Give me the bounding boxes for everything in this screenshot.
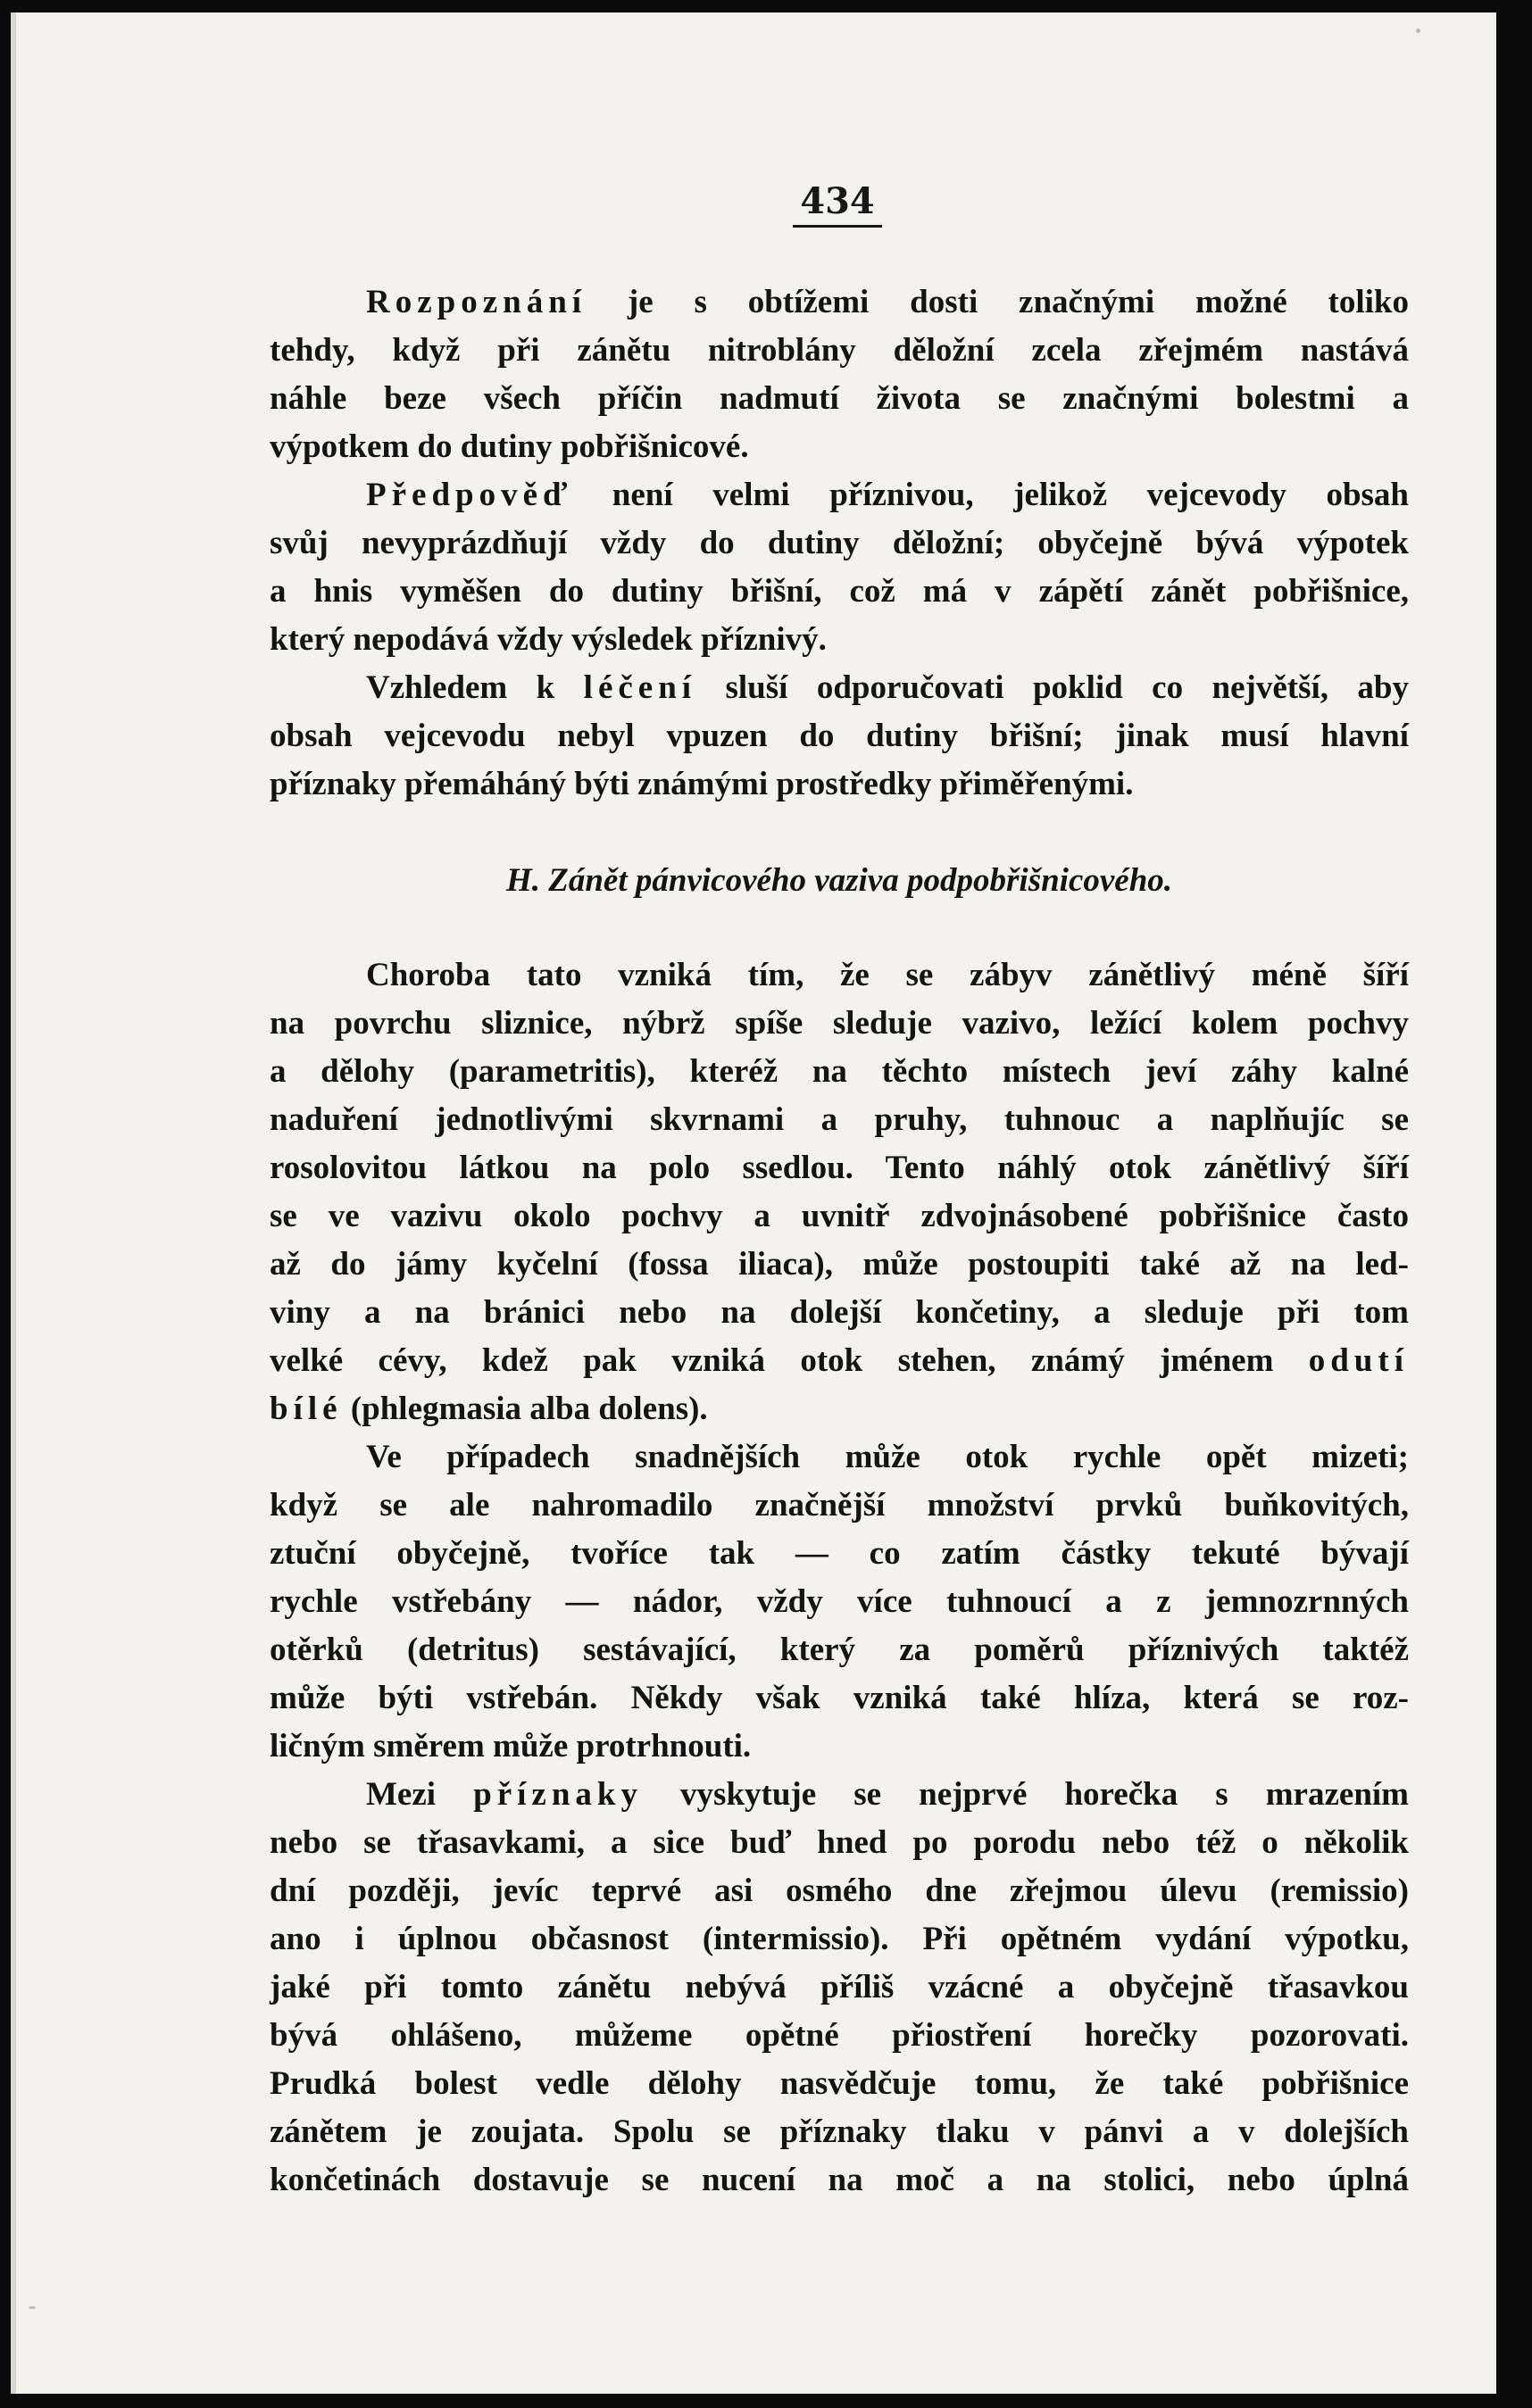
- spaced-term: odutí: [1308, 1342, 1409, 1379]
- line-text: vyskytuje se nejprvé horečka s mrazením: [642, 1776, 1410, 1813]
- paper-speck: [29, 2306, 36, 2309]
- text-line: až do jámy kyčelní (fossa iliaca), může postoupiti také až na led-: [270, 1246, 1409, 1283]
- text-line: ztuční obyčejně, tvoříce tak — co zatím částky tekuté bývají: [270, 1535, 1409, 1572]
- text-line: viny a na bránici nebo na dolejší končetiny, a sleduje při tom: [270, 1294, 1409, 1331]
- text-line: příznaky přemáháný býti známými prostředky přiměřenými.: [270, 766, 1134, 802]
- text-line: ano i úplnou občasnost (intermissio). Při opětném vydání výpotku,: [270, 1921, 1409, 1957]
- spaced-term: Rozpoznání: [366, 284, 587, 320]
- text-line: dní později, jevíc teprvé asi osmého dne zřejmou úlevu (remissio): [270, 1872, 1409, 1909]
- text-line: a dělohy (parametritis), kteréž na těchto místech jeví záhy kalné: [270, 1053, 1409, 1090]
- text-line: [270, 664, 1409, 712]
- text-line: [270, 1337, 1409, 1385]
- text-line: [270, 1385, 1409, 1433]
- line-text: sluší odporučovati poklid co největší, aby: [696, 669, 1409, 706]
- text-line: který nepodává vždy výsledek příznivý.: [270, 621, 827, 658]
- line-text: (phlegmasia alba dolens).: [342, 1391, 708, 1427]
- paragraph-diagnosis: [270, 278, 1409, 471]
- text-line: a hnis vyměšen do dutiny břišní, což má v zápětí zánět pobřišnice,: [270, 573, 1409, 610]
- paper-speck: [1416, 29, 1420, 33]
- text-line: tehdy, když při zánětu nitroblány děložní zcela zřejmém nastává: [270, 332, 1409, 369]
- text-line: rosolovitou látkou na polo ssedlou. Tento náhlý otok zánětlivý šíří: [270, 1150, 1409, 1186]
- text-line: obsah vejcevodu nebyl vpuzen do dutiny břišní; jinak musí hlavní: [270, 718, 1409, 754]
- text-line: [270, 1771, 1409, 1819]
- text-line: Ve případech snadnějších může otok rychle opět mizeti;: [366, 1439, 1409, 1475]
- text-line: na povrchu sliznice, nýbrž spíše sleduje vazivo, ležící kolem pochvy: [270, 1005, 1409, 1042]
- paragraph-disease-description: [270, 951, 1409, 1433]
- paragraph-prognosis: [270, 471, 1409, 664]
- text-line: svůj nevyprázdňují vždy do dutiny děložní; obyčejně bývá výpotek: [270, 525, 1409, 561]
- line-text: Vzhledem k: [366, 669, 584, 706]
- text-line: zánětem je zoujata. Spolu se příznaky tlaku v pánvi a v dolejších: [270, 2113, 1409, 2150]
- text-line: se ve vazivu okolo pochvy a uvnitř zdvojnásobené pobřišnice často: [270, 1198, 1409, 1234]
- text-line: [270, 471, 1409, 519]
- paragraph-course: [270, 1433, 1409, 1771]
- book-page: [11, 12, 1496, 2394]
- text-line: výpotkem do dutiny pobřišnicové.: [270, 428, 749, 465]
- text-line: rychle vstřebány — nádor, vždy více tuhnoucí a z jemnozrnných: [270, 1583, 1409, 1620]
- text-line: může býti vstřebán. Někdy však vzniká také hlíza, která se roz-: [270, 1680, 1409, 1716]
- spaced-term: Předpověď: [366, 477, 573, 513]
- line-text: není velmi příznivou, jelikož vejcevody obsah: [572, 477, 1409, 513]
- text-line: bývá ohlášeno, můžeme opětné přiostření horečky pozorovati.: [270, 2017, 1409, 2054]
- text-line: naduření jednotlivými skvrnami a pruhy, tuhnouc a naplňujíc se: [270, 1101, 1409, 1138]
- line-text: je s obtížemi dosti značnými možné toliko: [587, 284, 1409, 320]
- text-line: ličným směrem může protrhnouti.: [270, 1728, 752, 1764]
- text-line: když se ale nahromadilo značnější množství prvků buňkovitých,: [270, 1487, 1409, 1524]
- text-line: končetinách dostavuje se nucení na moč a na stolici, nebo úplná: [270, 2162, 1409, 2198]
- page-number: 434: [793, 180, 882, 228]
- text-line: náhle beze všech příčin nadmutí života se značnými bolestmi a: [270, 380, 1409, 417]
- text-line: [270, 278, 1409, 327]
- spaced-term: léčení: [583, 669, 697, 706]
- text-line: Choroba tato vzniká tím, že se zábyv zánětlivý méně šíří: [366, 957, 1409, 993]
- paragraph-symptoms: [270, 1771, 1409, 2205]
- spaced-term: příznaky: [473, 1776, 643, 1813]
- section-heading: H. Zánět pánvicového vaziva podpobřišnicového.: [505, 862, 1173, 899]
- paragraph-treatment: [270, 664, 1409, 809]
- line-text: velké cévy, kdež pak vzniká otok stehen, známý jménem: [270, 1342, 1309, 1379]
- text-line: nebo se třasavkami, a sice buď hned po porodu nebo též o několik: [270, 1824, 1409, 1861]
- text-line: Prudká bolest vedle dělohy nasvědčuje tomu, že také pobřišnice: [270, 2065, 1409, 2102]
- spaced-term: bílé: [270, 1391, 343, 1427]
- line-text: Mezi: [366, 1776, 474, 1813]
- text-line: jaké při tomto zánětu nebývá příliš vzácné a obyčejně třasavkou: [270, 1969, 1409, 2005]
- text-line: otěrků (detritus) sestávající, který za poměrů příznivých taktéž: [270, 1632, 1409, 1668]
